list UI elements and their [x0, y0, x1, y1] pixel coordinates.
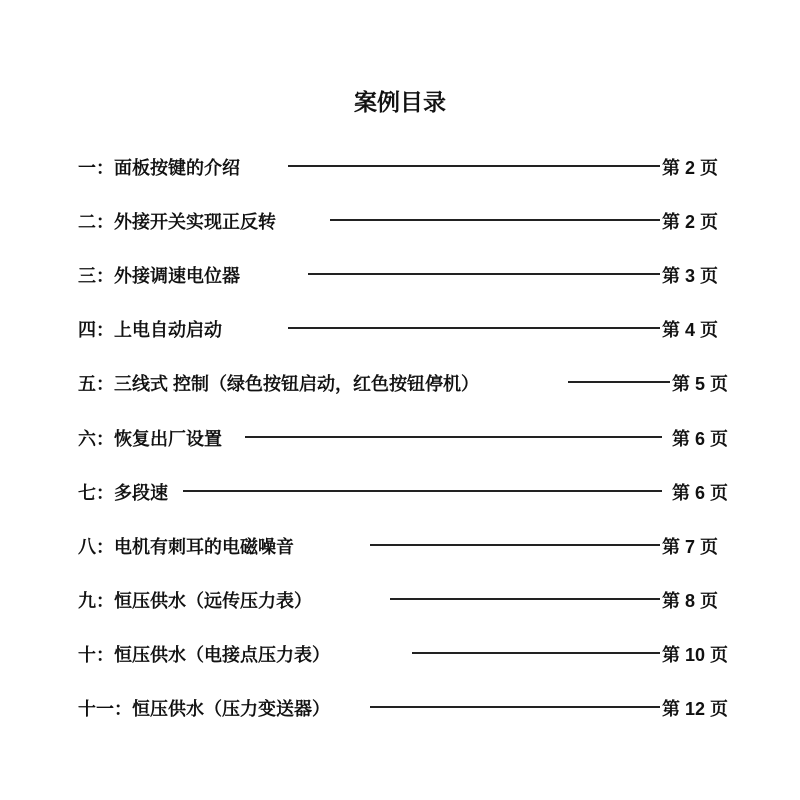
page-title: 案例目录 [354, 89, 446, 115]
toc-label: 三：外接调速电位器 [78, 266, 240, 286]
toc-label: 五：三线式 控制（绿色按钮启动，红色按钮停机） [78, 374, 479, 394]
toc-page: 第 3 页 [662, 266, 719, 286]
toc-entry[interactable] [0, 258, 800, 288]
toc-entry[interactable] [0, 637, 800, 667]
leader-line [412, 652, 660, 654]
leader-line [330, 219, 660, 221]
leader-line [568, 381, 670, 383]
toc-page: 第 7 页 [662, 537, 719, 557]
toc-label: 七：多段速 [78, 483, 168, 503]
toc-entry[interactable] [0, 475, 800, 505]
toc-entry[interactable] [0, 421, 800, 451]
toc-page: 第 4 页 [662, 320, 719, 340]
toc-entry[interactable] [0, 583, 800, 613]
toc-entry[interactable] [0, 366, 800, 396]
toc-page: 第 10 页 [662, 645, 729, 665]
toc-page: 第 6 页 [672, 483, 729, 503]
toc-label: 一：面板按键的介绍 [78, 158, 240, 178]
toc-label: 六：恢复出厂设置 [78, 429, 222, 449]
toc-entry[interactable] [0, 529, 800, 559]
toc-page: 第 2 页 [662, 158, 719, 178]
toc-entry[interactable] [0, 312, 800, 342]
toc-entry[interactable] [0, 150, 800, 180]
leader-line [370, 706, 660, 708]
leader-line [288, 327, 660, 329]
leader-line [288, 165, 660, 167]
toc-entry[interactable] [0, 691, 800, 721]
toc-label: 十一：恒压供水（压力变送器） [78, 699, 330, 719]
toc-page: 第 6 页 [672, 429, 729, 449]
leader-line [183, 490, 662, 492]
toc-label: 九：恒压供水（远传压力表） [78, 591, 312, 611]
toc-label: 二：外接开关实现正反转 [78, 212, 276, 232]
leader-line [245, 436, 662, 438]
leader-line [390, 598, 660, 600]
toc-page: 第 2 页 [662, 212, 719, 232]
toc-page: 第 12 页 [662, 699, 729, 719]
toc-label: 八：电机有刺耳的电磁噪音 [78, 537, 294, 557]
toc-label: 四：上电自动启动 [78, 320, 222, 340]
toc-entry[interactable] [0, 204, 800, 234]
leader-line [370, 544, 660, 546]
toc-page: 第 8 页 [662, 591, 719, 611]
leader-line [308, 273, 660, 275]
toc-label: 十：恒压供水（电接点压力表） [78, 645, 330, 665]
toc-page: 第 5 页 [672, 374, 729, 394]
